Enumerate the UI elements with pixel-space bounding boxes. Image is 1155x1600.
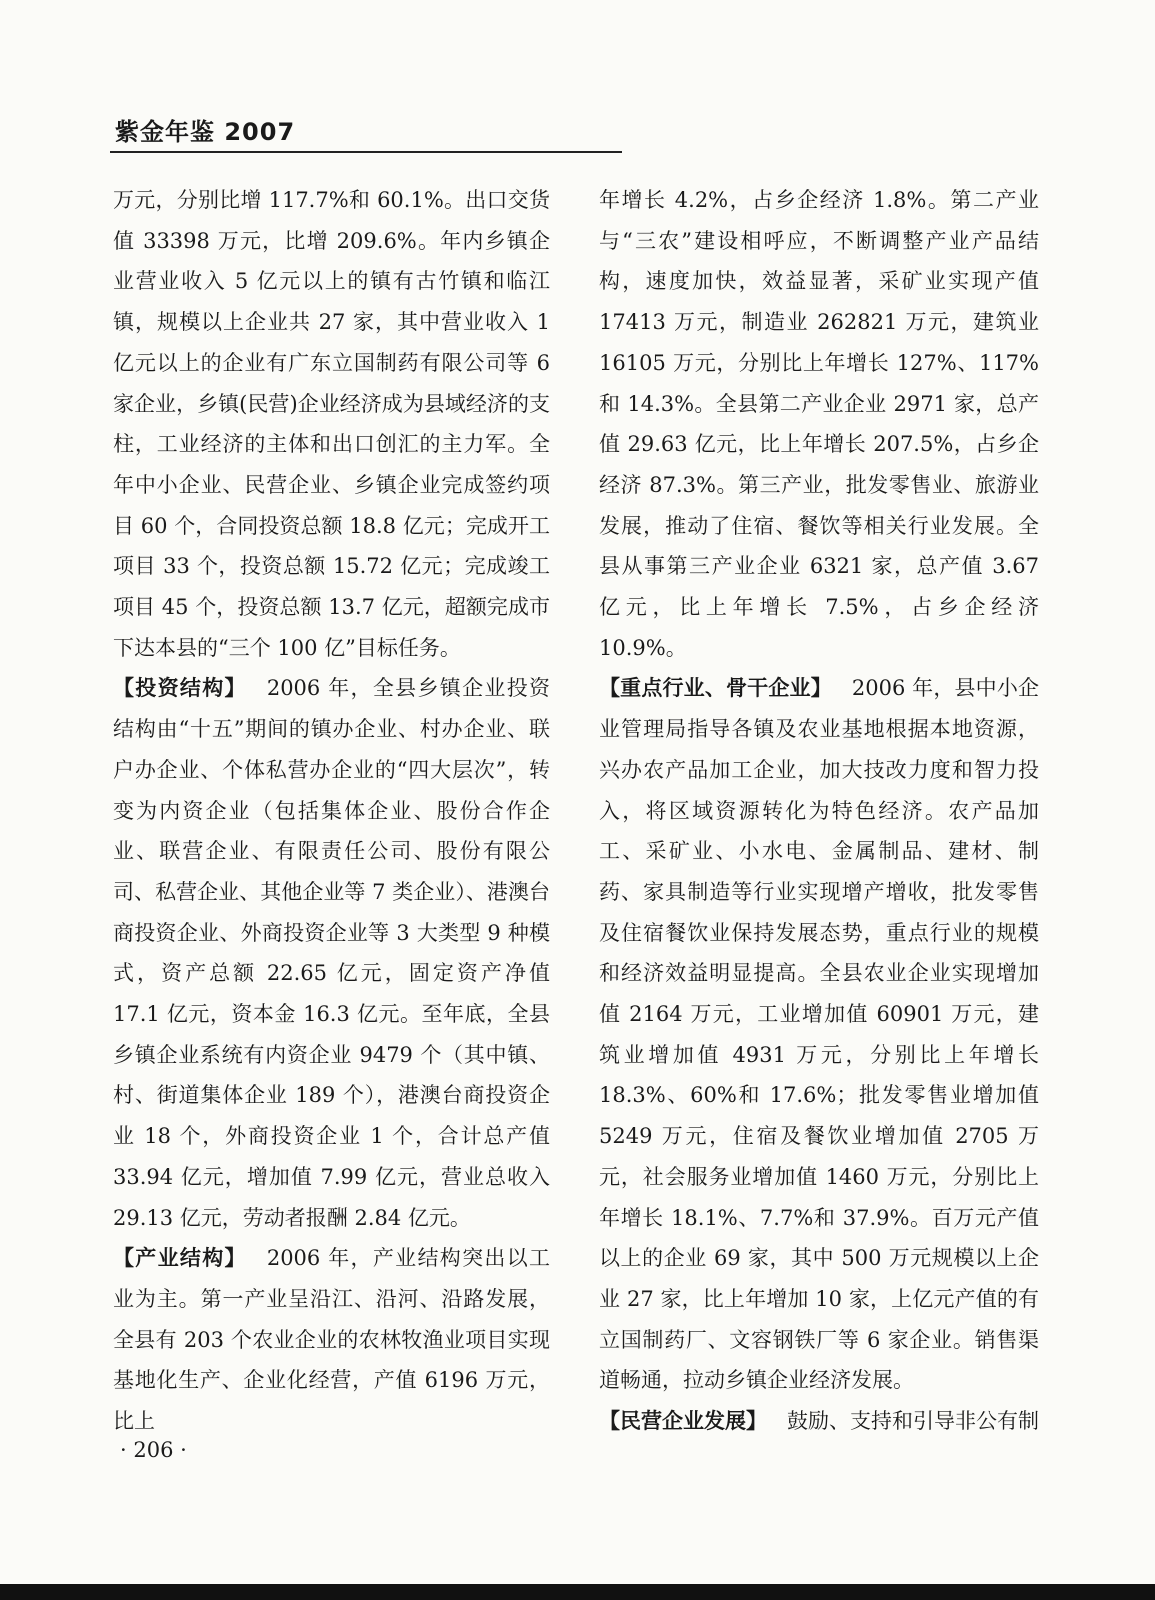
right-column <box>599 180 1039 1442</box>
section-body: 2006 年，县中小企业管理局指导各镇及农业基地根据本地资源，兴办农产品加工企业，加大技改力度和智力投入，将区域资源转化为特色经济。农产品加工、采矿业、小水电、金属制品、建材、制药、家具制造等行业实现增产增收，批发零售及住宿餐饮业保持发展态势，重点行业的规模和经济效益明显提高。全县农业企业实现增加值 2164 万元，工业增加值 60901 万元，建筑业增加值 4931 万元，分别比上年增长 18.3%、60%和 17.6%；批发零售业增加值 5249 万元，住宿及餐饮业增加值 2705 万元，社会服务业增加值 1460 万元，分别比上年增长 18.1%、7.7%和 37.9%。百万元产值以上的企业 69 家，其中 500 万元规模以上企业 27 家，比上年增加 10 家，上亿元产值的有立国制药厂、文容钢铁厂等 6 家企业。销售渠道畅通，拉动乡镇企业经济发展。 <box>599 676 1039 1393</box>
section-key-industries <box>599 668 1039 1401</box>
header-rule <box>110 151 622 153</box>
paragraph-continued: 万元，分别比增 117.7%和 60.1%。出口交货值 33398 万元，比增 209.6%。年内乡镇企业营业收入 5 亿元以上的镇有古竹镇和临江镇，规模以上企业共 27 家，其中营业收入 1 亿元以上的企业有广东立国制药有限公司等 6 家企业，乡镇(民营)企业经济成为县域经济的支柱，工业经济的主体和出口创汇的主力军。全年中小企业、民营企业、乡镇企业完成签约项目 60 个，合同投资总额 18.8 亿元；完成开工项目 33 个，投资总额 15.72 亿元；完成竣工项目 45 个，投资总额 13.7 亿元，超额完成市下达本县的“三个 100 亿”目标任务。 <box>113 188 550 660</box>
section-heading: 【投资结构】 <box>113 676 247 701</box>
section-body: 鼓励、支持和引导非公有制 <box>787 1409 1039 1434</box>
paragraph-continued: 年增长 4.2%，占乡企经济 1.8%。第二产业与“三农”建设相呼应，不断调整产业产品结构，速度加快，效益显著，采矿业实现产值 17413 万元，制造业 262821 万元，建筑业 16105 万元，分别比上年增长 127%、117%和 14.3%。全县第二产业企业 2971 家，总产值 29.63 亿元，比上年增长 207.5%，占乡企经济 87.3%。第三产业，批发零售业、旅游业发展，推动了住宿、餐饮等相关行业发展。全县从事第三产业企业 6321 家，总产值 3.67 亿元，比上年增长 7.5%，占乡企经济 10.9%。 <box>599 188 1039 660</box>
section-private-enterprise <box>599 1401 1039 1442</box>
section-heading: 【重点行业、骨干企业】 <box>599 676 832 701</box>
section-body: 2006 年，产业结构突出以工业为主。第一产业呈沿江、沿河、沿路发展，全县有 203 个农业企业的农林牧渔业项目实现基地化生产、企业化经营，产值 6196 万元，比上 <box>113 1246 550 1434</box>
section-heading: 【产业结构】 <box>113 1246 247 1271</box>
page-number: · 206 · <box>120 1438 187 1462</box>
scan-edge-bar <box>0 1584 1155 1600</box>
left-column <box>113 180 550 1442</box>
running-head: 紫金年鉴 2007 <box>115 118 296 146</box>
section-body: 2006 年，全县乡镇企业投资结构由“十五”期间的镇办企业、村办企业、联户办企业、个体私营办企业的“四大层次”，转变为内资企业（包括集体企业、股份合作企业、联营企业、有限责任公司、股份有限公司、私营企业、其他企业等 7 类企业）、港澳台商投资企业、外商投资企业等 3 大类型 9 种模式，资产总额 22.65 亿元，固定资产净值 17.1 亿元，资本金 16.3 亿元。至年底，全县乡镇企业系统有内资企业 9479 个（其中镇、村、街道集体企业 189 个），港澳台商投资企业 18 个，外商投资企业 1 个，合计总产值 33.94 亿元，增加值 7.99 亿元，营业总收入 29.13 亿元，劳动者报酬 2.84 亿元。 <box>113 676 550 1230</box>
section-heading: 【民营企业发展】 <box>599 1409 767 1434</box>
section-industry-structure <box>113 1238 550 1442</box>
section-investment-structure <box>113 668 550 1238</box>
